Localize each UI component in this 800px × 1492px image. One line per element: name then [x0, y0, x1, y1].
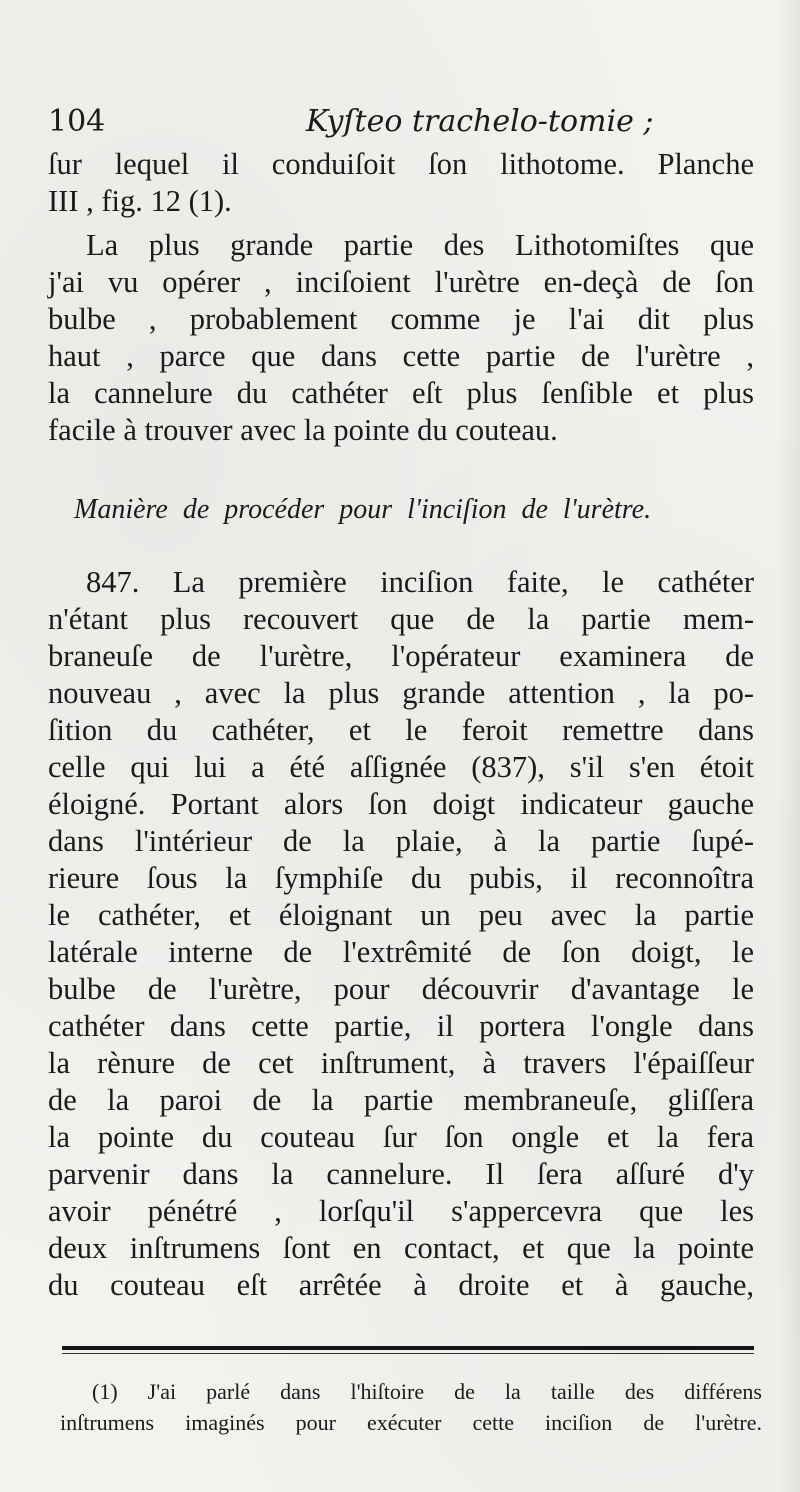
text-line: la rènure de cet inſtrument, à travers l'épaiſſeur: [48, 1046, 754, 1080]
text-line: La plus grande partie des Lithotomiſtes que: [86, 228, 754, 262]
text-line: bulbe de l'urètre, pour découvrir d'avantage le: [48, 972, 754, 1006]
text-line: latérale interne de l'extrêmité de ſon doigt, le: [48, 935, 754, 969]
text-line: j'ai vu opérer , inciſoient l'urètre en-deçà de ſon: [48, 265, 754, 299]
text-line: haut , parce que dans cette partie de l'urètre ,: [48, 339, 754, 373]
text-line: la pointe du couteau ſur ſon ongle et la fera: [48, 1120, 754, 1154]
text-line: deux inſtrumens ſont en contact, et que la pointe: [48, 1231, 754, 1265]
text-line: celle qui lui a été aſſignée (837), s'il s'en étoit: [48, 750, 754, 784]
text-line: n'étant plus recouvert que de la partie mem-: [48, 602, 754, 636]
text-line: III , fig. 12 (1).: [48, 184, 232, 218]
text-line: 847. La première inciſion faite, le cathéter: [86, 565, 754, 599]
footnote: [60, 1376, 762, 1438]
text-line: ſur lequel il conduiſoit ſon lithotome. Planche: [48, 147, 754, 181]
footnote-line: inſtrumens imaginés pour exécuter cette inciſion de l'urètre.: [60, 1410, 762, 1435]
text-line: rieure ſous la ſymphiſe du pubis, il reconnoîtra: [48, 861, 754, 895]
text-line: facile à trouver avec la pointe du couteau.: [48, 413, 558, 447]
text-line: le cathéter, et éloignant un peu avec la partie: [48, 898, 754, 932]
footnote-rule: [62, 1346, 754, 1350]
text-line: dans l'intérieur de la plaie, à la partie ſupé-: [48, 824, 754, 858]
text-line: cathéter dans cette partie, il portera l'ongle dans: [48, 1009, 754, 1043]
text-line: nouveau , avec la plus grande attention , la po-: [48, 676, 754, 710]
text-line: bulbe , probablement comme je l'ai dit plus: [48, 302, 754, 336]
text-line: braneuſe de l'urètre, l'opérateur examinera de: [48, 639, 754, 673]
paragraph-847: [48, 564, 754, 1304]
text-line: du couteau eſt arrêtée à droite et à gauche,: [48, 1268, 754, 1302]
text-line: de la paroi de la partie membraneuſe, gliſſera: [48, 1083, 754, 1117]
page-header: [48, 100, 758, 144]
page-number: 104: [48, 104, 106, 139]
text-line: la cannelure du cathéter eſt plus ſenſible et plus: [48, 376, 754, 410]
paragraph-continuation: [48, 146, 754, 220]
footnote-line: (1) J'ai parlé dans l'hiſtoire de la taille des différens: [92, 1379, 762, 1404]
text-line: parvenir dans la cannelure. Il ſera aſſuré d'y: [48, 1157, 754, 1191]
running-title: Kyſteo trachelo-tomie ;: [306, 104, 654, 139]
text-line: ſition du cathéter, et le feroit remettre dans: [48, 713, 754, 747]
text-line: avoir pénétré , lorſqu'il s'appercevra que les: [48, 1194, 754, 1228]
paragraph-lithotomists: [48, 227, 754, 449]
section-subheading: Manière de procéder pour l'inciſion de l'urètre.: [74, 494, 652, 525]
page-edge-shadow: [778, 0, 800, 1492]
text-line: éloigné. Portant alors ſon doigt indicateur gauche: [48, 787, 754, 821]
footnote-rule-thin: [62, 1353, 754, 1354]
